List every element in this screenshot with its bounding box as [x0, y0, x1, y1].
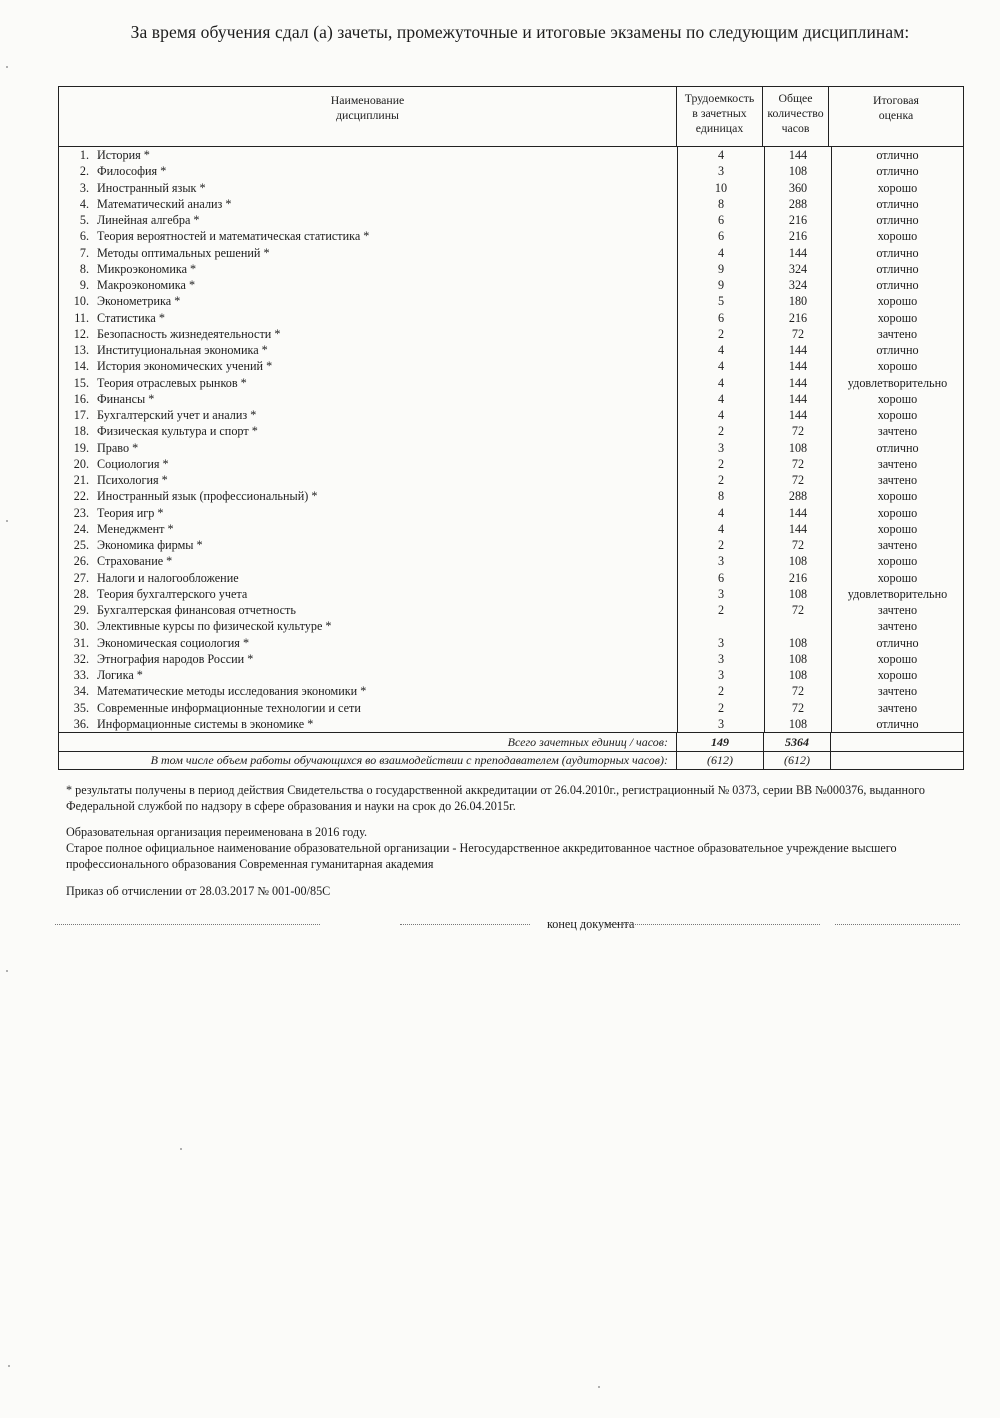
credit-units: 4: [678, 391, 765, 407]
total-hours: 72: [765, 456, 832, 472]
discipline-cell: [59, 423, 678, 439]
row-number: 7.: [79, 245, 89, 260]
total-hours: [765, 618, 832, 634]
total-hours: 144: [765, 245, 832, 261]
credit-units: 5: [678, 293, 765, 309]
credit-units: 6: [678, 570, 765, 586]
page-heading: За время обучения сдал (а) зачеты, промежуточные и итоговые экзамены по следующим дисциплинам:: [130, 22, 910, 42]
discipline-cell: [59, 358, 678, 374]
discipline-name: Иностранный язык *: [97, 180, 206, 195]
total-hours: 360: [765, 180, 832, 196]
table-row: [59, 618, 963, 634]
total-hours: 144: [765, 147, 832, 163]
discipline-cell: [59, 472, 678, 488]
discipline-name: Менеджмент *: [97, 521, 174, 536]
discipline-name: Математические методы исследования экономики *: [97, 684, 367, 699]
dotted-separator: [55, 924, 320, 925]
row-number: 23.: [73, 505, 89, 520]
row-number: 26.: [73, 554, 89, 569]
discipline-cell: [59, 537, 678, 553]
table-row: [59, 407, 963, 423]
scan-speck: [6, 520, 8, 522]
credit-units: 3: [678, 716, 765, 732]
total-hours: 72: [765, 326, 832, 342]
table-row: [59, 456, 963, 472]
final-grade: хорошо: [877, 359, 918, 374]
final-grade: хорошо: [877, 570, 918, 585]
credit-units: 3: [678, 635, 765, 651]
final-grade: хорошо: [877, 521, 918, 536]
renamed-note-line1: Образовательная организация переименована в 2016 году.: [66, 825, 368, 839]
discipline-name: Информационные системы в экономике *: [97, 716, 314, 731]
discipline-name: Элективные курсы по физической культуре *: [97, 619, 332, 634]
credit-units: 3: [678, 651, 765, 667]
row-number: 33.: [73, 668, 89, 682]
discipline-name: Логика *: [97, 668, 143, 682]
final-grade: отлично: [876, 635, 919, 650]
discipline-cell: [59, 521, 678, 537]
row-number: 12.: [73, 326, 89, 341]
discipline-name: Методы оптимальных решений *: [97, 245, 270, 260]
end-of-document-line: [55, 917, 960, 933]
discipline-name: Теория игр *: [97, 505, 164, 520]
discipline-cell: [59, 277, 678, 293]
table-row: [59, 586, 963, 602]
total-hours: 144: [765, 407, 832, 423]
row-number: 18.: [73, 424, 89, 439]
discipline-cell: [59, 456, 678, 472]
table-row: [59, 326, 963, 342]
credit-units: 9: [678, 261, 765, 277]
row-number: 30.: [73, 619, 89, 634]
discipline-cell: [59, 602, 678, 618]
final-grade: отлично: [876, 343, 919, 357]
total-hours: 72: [765, 423, 832, 439]
scan-speck: [180, 1148, 182, 1150]
contact-hours-row: [59, 751, 963, 769]
discipline-cell: [59, 553, 678, 569]
discipline-name: Налоги и налогообложение: [97, 570, 239, 585]
final-grade: зачтено: [877, 538, 918, 552]
discipline-name: Социология *: [97, 456, 169, 471]
discipline-cell: [59, 488, 678, 504]
discipline-name: Макроэкономика *: [97, 278, 196, 292]
total-hours: 72: [765, 700, 832, 716]
final-grade: отлично: [876, 213, 919, 227]
discipline-cell: [59, 586, 678, 602]
discipline-name: Статистика *: [97, 310, 165, 325]
expulsion-order: Приказ об отчислении от 28.03.2017 № 001-00/85С: [66, 884, 331, 898]
table-row: [59, 310, 963, 326]
table-row: [59, 423, 963, 439]
credit-units: 9: [678, 277, 765, 293]
discipline-name: Страхование *: [97, 554, 173, 569]
table-row: [59, 180, 963, 196]
discipline-cell: [59, 683, 678, 699]
table-row: [59, 391, 963, 407]
table-row: [59, 683, 963, 699]
discipline-name: История экономических учений *: [97, 359, 273, 374]
contact-units: (612): [677, 752, 764, 769]
credit-units: 4: [678, 521, 765, 537]
discipline-cell: [59, 375, 678, 391]
table-row: [59, 212, 963, 228]
discipline-cell: [59, 228, 678, 244]
total-hours: 108: [765, 586, 832, 602]
credit-units: 2: [678, 472, 765, 488]
total-hours: 72: [765, 472, 832, 488]
total-hours: 108: [765, 716, 832, 732]
table-row: [59, 375, 963, 391]
table-row: [59, 277, 963, 293]
dotted-separator: [400, 924, 530, 925]
final-grade: отлично: [876, 716, 919, 731]
row-number: 36.: [73, 716, 89, 731]
row-number: 16.: [73, 391, 89, 406]
credit-units: 4: [678, 505, 765, 521]
credit-units: 4: [678, 407, 765, 423]
discipline-cell: [59, 391, 678, 407]
table-row: [59, 553, 963, 569]
row-number: 22.: [73, 489, 89, 504]
row-number: 9.: [79, 278, 89, 292]
discipline-cell: [59, 700, 678, 716]
discipline-cell: [59, 570, 678, 586]
renamed-note-line2: Старое полное официальное наименование образовательной организации - Негосударственное аккредитованное частное образовательное учреждение высшего профессионального образования Современная гуманитарная академия: [66, 841, 897, 871]
discipline-cell: [59, 326, 678, 342]
total-hours: 144: [765, 505, 832, 521]
total-hours: 108: [765, 440, 832, 456]
table-row: [59, 488, 963, 504]
credit-units: 4: [678, 358, 765, 374]
total-hours: 144: [765, 391, 832, 407]
total-hours: 216: [765, 228, 832, 244]
table-row: [59, 570, 963, 586]
accreditation-note: * результаты получены в период действия Свидетельства о государственной аккредитации от 26.04.2010г., регистрационный № 0373, серии ВВ №000376, выданного Федеральной службой по надзору в сфере образования и науки на срок до 26.04.2015г.: [66, 783, 925, 813]
discipline-cell: [59, 505, 678, 521]
row-number: 4.: [79, 196, 89, 211]
renamed-note: [66, 824, 956, 872]
scan-speck: [598, 1386, 600, 1388]
table-row: [59, 505, 963, 521]
total-hours: 108: [765, 553, 832, 569]
total-hours: 72: [765, 683, 832, 699]
table-row: [59, 196, 963, 212]
credit-units: 4: [678, 147, 765, 163]
credit-units: 4: [678, 375, 765, 391]
discipline-name: Математический анализ *: [97, 196, 232, 211]
table-row: [59, 293, 963, 309]
discipline-name: Экономика фирмы *: [97, 538, 203, 552]
final-grade: хорошо: [877, 408, 918, 422]
row-number: 11.: [74, 310, 89, 325]
discipline-name: Бухгалтерская финансовая отчетность: [97, 603, 296, 617]
discipline-cell: [59, 163, 678, 179]
final-grade: отлично: [876, 261, 919, 276]
discipline-cell: [59, 342, 678, 358]
table-row: [59, 651, 963, 667]
row-number: 6.: [79, 229, 89, 244]
table-row: [59, 358, 963, 374]
discipline-cell: [59, 407, 678, 423]
credit-units: 4: [678, 342, 765, 358]
credit-units: 6: [678, 310, 765, 326]
total-hours: 144: [765, 521, 832, 537]
credit-units: 3: [678, 440, 765, 456]
total-hours: 216: [765, 570, 832, 586]
table-row: [59, 245, 963, 261]
discipline-cell: [59, 180, 678, 196]
table-header: [59, 87, 963, 147]
discipline-name: Этнография народов России *: [97, 651, 254, 666]
discipline-name: Право *: [97, 440, 139, 455]
table-row: [59, 472, 963, 488]
row-number: 32.: [73, 651, 89, 666]
final-grade: отлично: [876, 245, 919, 260]
contact-grade-empty: [831, 752, 963, 769]
final-grade: хорошо: [877, 554, 918, 569]
total-hours: 324: [765, 261, 832, 277]
final-grade: хорошо: [877, 505, 918, 520]
discipline-cell: [59, 667, 678, 683]
discipline-cell: [59, 261, 678, 277]
table-row: [59, 635, 963, 651]
credit-units: 2: [678, 683, 765, 699]
total-hours: 108: [765, 667, 832, 683]
total-hours: 108: [765, 163, 832, 179]
table-row: [59, 521, 963, 537]
row-number: 21.: [73, 473, 89, 487]
total-hours: 72: [765, 602, 832, 618]
final-grade: хорошо: [877, 229, 918, 244]
credit-units: 2: [678, 456, 765, 472]
contact-hours: (612): [764, 752, 831, 769]
row-number: 5.: [79, 213, 89, 227]
table-row: [59, 440, 963, 456]
header-credit-units: Трудоемкость в зачетных единицах: [677, 87, 763, 146]
row-number: 24.: [73, 521, 89, 536]
row-number: 17.: [73, 408, 89, 422]
row-number: 10.: [73, 294, 89, 309]
total-label: Всего зачетных единиц / часов:: [59, 733, 677, 751]
discipline-name: Философия *: [97, 164, 167, 179]
table-row: [59, 228, 963, 244]
row-number: 28.: [73, 586, 89, 601]
final-grade: зачтено: [877, 456, 918, 471]
total-grade-empty: [831, 733, 963, 751]
discipline-name: Современные информационные технологии и сети: [97, 700, 361, 715]
table-row: [59, 261, 963, 277]
discipline-cell: [59, 245, 678, 261]
final-grade: хорошо: [877, 668, 918, 682]
final-grade: хорошо: [877, 651, 918, 666]
total-hours: 288: [765, 196, 832, 212]
discipline-cell: [59, 440, 678, 456]
credit-units: 3: [678, 586, 765, 602]
credit-units: 2: [678, 537, 765, 553]
discipline-name: Иностранный язык (профессиональный) *: [97, 489, 318, 504]
table-row: [59, 602, 963, 618]
discipline-cell: [59, 716, 678, 732]
discipline-name: Бухгалтерский учет и анализ *: [97, 408, 257, 422]
discipline-cell: [59, 310, 678, 326]
final-grade: хорошо: [877, 294, 918, 309]
discipline-name: Безопасность жизнедеятельности *: [97, 326, 281, 341]
total-hours: 180: [765, 293, 832, 309]
scan-speck: [8, 1365, 10, 1367]
total-hours: 144: [765, 342, 832, 358]
final-grade: отлично: [876, 148, 919, 162]
table-row: [59, 667, 963, 683]
credit-units: 4: [678, 245, 765, 261]
table-row: [59, 342, 963, 358]
final-grade: отлично: [876, 440, 919, 455]
row-number: 15.: [73, 375, 89, 390]
scan-speck: [6, 970, 8, 972]
credit-units: [678, 618, 765, 634]
credit-units: 2: [678, 602, 765, 618]
total-hours: 108: [765, 635, 832, 651]
row-number: 1.: [79, 148, 89, 162]
row-number: 3.: [79, 180, 89, 195]
row-number: 20.: [73, 456, 89, 471]
final-grade: хорошо: [877, 310, 918, 325]
discipline-cell: [59, 147, 678, 163]
row-number: 2.: [79, 164, 89, 179]
discipline-cell: [59, 651, 678, 667]
discipline-name: Институциональная экономика *: [97, 343, 268, 357]
final-grade: зачтено: [877, 424, 918, 439]
total-hours: 144: [765, 358, 832, 374]
discipline-name: Психология *: [97, 473, 168, 487]
final-grade: хорошо: [877, 180, 918, 195]
table-row: [59, 163, 963, 179]
row-number: 25.: [73, 538, 89, 552]
row-number: 31.: [73, 635, 89, 650]
discipline-name: Теория бухгалтерского учета: [97, 586, 248, 601]
table-row: [59, 147, 963, 163]
total-hours: 72: [765, 537, 832, 553]
contact-hours-label: В том числе объем работы обучающихся во взаимодействии с преподавателем (аудиторных часов):: [59, 752, 677, 769]
final-grade: зачтено: [877, 684, 918, 699]
disciplines-table: [58, 86, 964, 770]
row-number: 29.: [73, 603, 89, 617]
final-grade: отлично: [876, 278, 919, 292]
total-units: 149: [677, 733, 764, 751]
credit-units: 8: [678, 196, 765, 212]
total-hours: 288: [765, 488, 832, 504]
credit-units: 3: [678, 163, 765, 179]
final-grade: удовлетворительно: [847, 586, 948, 601]
header-final-grade: Итоговая оценка: [873, 93, 919, 122]
total-hours: 5364: [764, 733, 831, 751]
row-number: 34.: [73, 684, 89, 699]
row-number: 13.: [73, 343, 89, 357]
header-discipline-name: Наименование дисциплины: [59, 87, 677, 146]
final-grade: хорошо: [877, 391, 918, 406]
total-hours: 324: [765, 277, 832, 293]
total-hours: 108: [765, 651, 832, 667]
table-body: [59, 147, 963, 732]
discipline-cell: [59, 293, 678, 309]
scan-speck: [6, 66, 8, 68]
credit-units: 6: [678, 228, 765, 244]
row-number: 19.: [73, 440, 89, 455]
discipline-cell: [59, 196, 678, 212]
credit-units: 8: [678, 488, 765, 504]
credit-units: 2: [678, 700, 765, 716]
discipline-name: Экономическая социология *: [97, 635, 250, 650]
table-row: [59, 537, 963, 553]
end-of-document-text: конец документа: [547, 917, 635, 931]
final-grade: зачтено: [877, 603, 918, 617]
row-number: 27.: [73, 570, 89, 585]
final-grade: отлично: [876, 196, 919, 211]
discipline-name: Физическая культура и спорт *: [97, 424, 258, 439]
final-grade: зачтено: [877, 473, 918, 487]
discipline-cell: [59, 618, 678, 634]
table-row: [59, 700, 963, 716]
final-grade: зачтено: [877, 700, 918, 715]
discipline-name: Финансы *: [97, 391, 155, 406]
discipline-name: Эконометрика *: [97, 294, 181, 309]
discipline-name: Теория вероятностей и математическая статистика *: [97, 229, 370, 244]
discipline-name: История *: [97, 148, 150, 162]
discipline-name: Микроэкономика *: [97, 261, 197, 276]
total-hours: 144: [765, 375, 832, 391]
credit-units: 10: [678, 180, 765, 196]
credit-units: 2: [678, 423, 765, 439]
row-number: 35.: [73, 700, 89, 715]
discipline-cell: [59, 635, 678, 651]
header-total-hours: Общее количество часов: [763, 87, 829, 146]
row-number: 8.: [79, 261, 89, 276]
final-grade: зачтено: [877, 326, 918, 341]
total-hours: 216: [765, 212, 832, 228]
discipline-name: Теория отраслевых рынков *: [97, 375, 247, 390]
credit-units: 3: [678, 667, 765, 683]
credit-units: 3: [678, 553, 765, 569]
final-grade: отлично: [876, 164, 919, 179]
dotted-separator: [835, 924, 960, 925]
row-number: 14.: [73, 359, 89, 374]
total-hours: 216: [765, 310, 832, 326]
total-row: [59, 732, 963, 751]
discipline-cell: [59, 212, 678, 228]
table-row: [59, 716, 963, 732]
final-grade: зачтено: [877, 619, 918, 634]
final-grade: удовлетворительно: [847, 375, 948, 390]
final-grade: хорошо: [877, 489, 918, 504]
credit-units: 6: [678, 212, 765, 228]
credit-units: 2: [678, 326, 765, 342]
discipline-name: Линейная алгебра *: [97, 213, 200, 227]
dotted-separator: [605, 924, 820, 925]
